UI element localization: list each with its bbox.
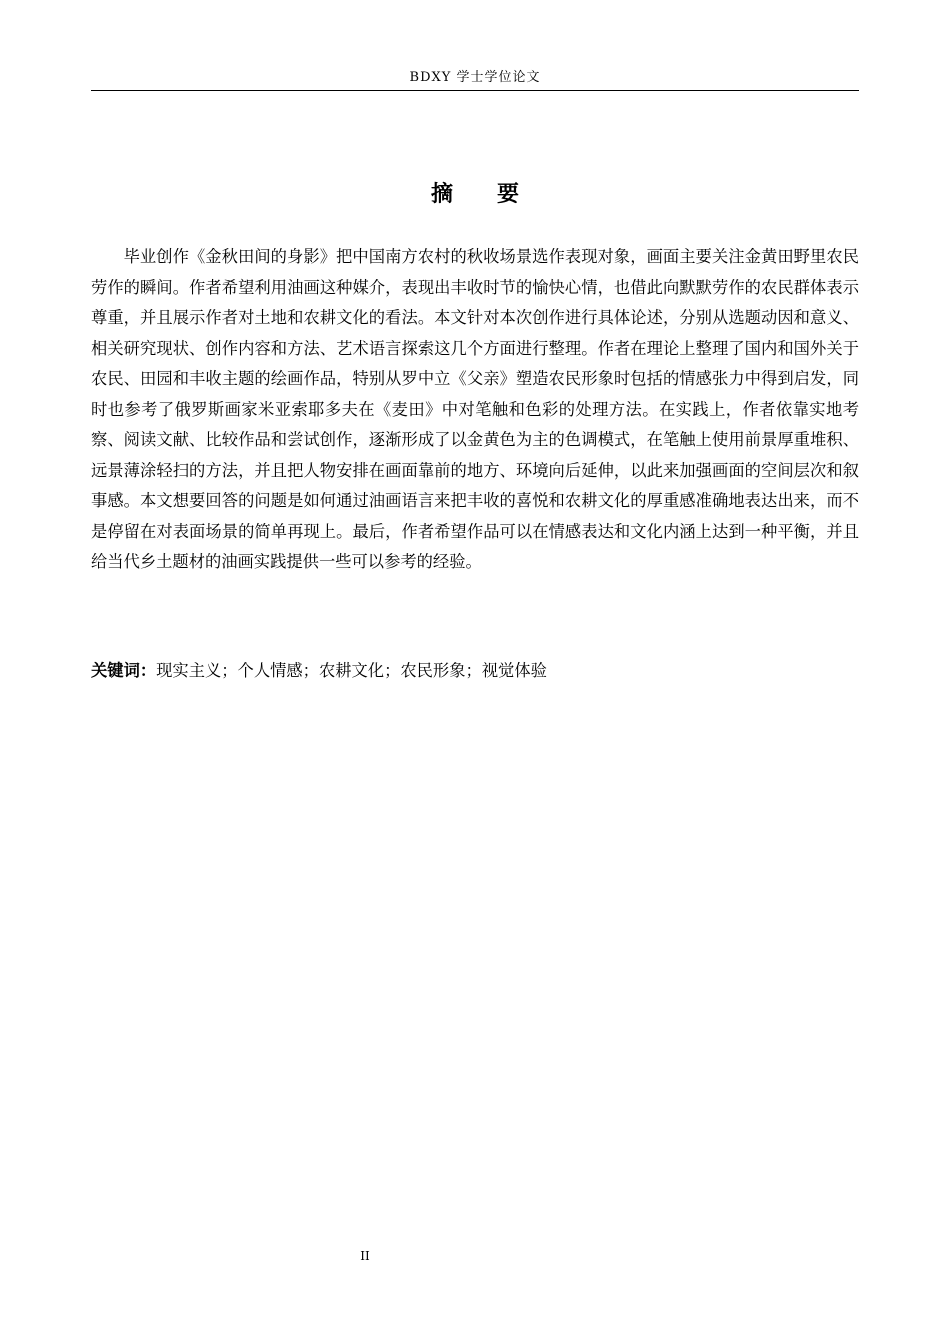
page-number: II [360, 1249, 370, 1263]
keywords-label: 关键词： [91, 661, 157, 680]
keywords-line [91, 656, 859, 687]
abstract-body: 毕业创作《金秋田间的身影》把中国南方农村的秋收场景选作表现对象，画面主要关注金黄田野里农民劳作的瞬间。作者希望利用油画这种媒介，表现出丰收时节的愉快心情，也借此向默默劳作的农民群体表示尊重，并且展示作者对土地和农耕文化的看法。本文针对本次创作进行具体论述，分别从选题动因和意义、相关研究现状、创作内容和方法、艺术语言探索这几个方面进行整理。作者在理论上整理了国内和国外关于农民、田园和丰收主题的绘画作品，特别从罗中立《父亲》塑造农民形象时包括的情感张力中得到启发，同时也参考了俄罗斯画家米亚索耶多夫在《麦田》中对笔触和色彩的处理方法。在实践上，作者依靠实地考察、阅读文献、比较作品和尝试创作，逐渐形成了以金黄色为主的色调模式，在笔触上使用前景厚重堆积、远景薄涂轻扫的方法，并且把人物安排在画面靠前的地方、环境向后延伸，以此来加强画面的空间层次和叙事感。本文想要回答的问题是如何通过油画语言来把丰收的喜悦和农耕文化的厚重感准确地表达出来，而不是停留在对表面场景的简单再现上。最后，作者希望作品可以在情感表达和文化内涵上达到一种平衡，并且给当代乡土题材的油画实践提供一些可以参考的经验。 [91, 247, 859, 571]
running-header-text: BDXY 学士学位论文 [409, 70, 541, 85]
running-header [91, 66, 859, 91]
page-title: 摘要 [430, 182, 563, 207]
keywords-value: 现实主义；个人情感；农耕文化；农民形象；视觉体验 [156, 661, 547, 680]
